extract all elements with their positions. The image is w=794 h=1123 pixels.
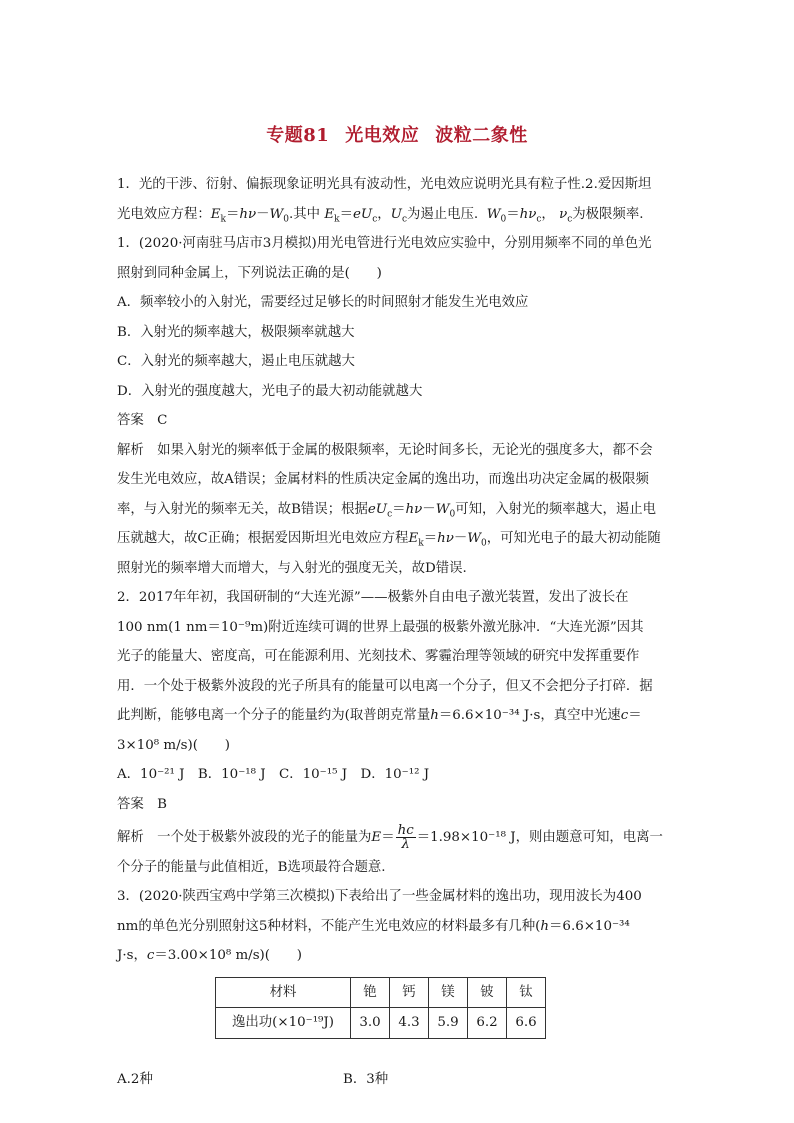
q3-option-a: A.2种 xyxy=(117,1071,153,1087)
table-cell: 4.3 xyxy=(390,1008,429,1039)
q3-options xyxy=(117,1065,679,1095)
q1-stem-line-1: 1．(2020·河南驻马店市3月模拟)用光电管进行光电效应实验中，分别用频率不同的单色光 xyxy=(117,236,652,251)
intro-line-2: 光电效应方程：$E_k=h\nu-W_0$.其中 $E_k=eU_c$，$U_c$为遏止电压. $W_0=h\nu_c$， $\nu_c$为极限频率. xyxy=(117,206,644,225)
q2-stem-line-1: 2．2017年年初，我国研制的“大连光源”——极紫外自由电子激光装置，发出了波长在 xyxy=(117,590,629,605)
table-header-cell: 钙 xyxy=(390,977,429,1008)
q3-stem-line-1: 3．(2020·陕西宝鸡中学第三次模拟)下表给出了一些金属材料的逸出功，现用波长为400 xyxy=(117,889,642,904)
table-cell: 逸出功(×10⁻¹⁹J) xyxy=(216,1008,351,1039)
table-header-cell: 材料 xyxy=(216,977,351,1008)
q2-explanation-1: 解析 一个处于极紫外波段的光子的能量为E＝ $\frac{hc}{\lambda}$ ＝1.98×10⁻¹⁸ J，则由题意可知，电离一 xyxy=(117,823,663,852)
table-cell: 3.0 xyxy=(351,1008,390,1039)
table-header-cell: 铯 xyxy=(351,977,390,1008)
q2-options: A．10⁻²¹ J B．10⁻¹⁸ J C．10⁻¹⁵ J D．10⁻¹² J xyxy=(117,767,430,782)
q2-stem-line-6: 3×10⁸ m/s)( ) xyxy=(117,737,230,753)
q2-stem-line-4: 用．一个处于极紫外波段的光子所具有的能量可以电离一个分子，但又不会把分子打碎．据 xyxy=(117,678,653,694)
q1-explanation-5: 照射光的频率增大而增大，与入射光的强度无关，故D错误. xyxy=(117,560,467,576)
title-topic-number: 专题81 xyxy=(266,125,330,146)
q1-stem-line-2: 照射到同种金属上，下列说法正确的是( ) xyxy=(117,265,382,281)
q3-stem-line-3: J·s，c＝3.00×10⁸ m/s)( ) xyxy=(117,948,303,963)
table-header-cell: 钛 xyxy=(507,977,546,1008)
q2-explanation-2: 个分子的能量与此值相近，B选项最符合题意. xyxy=(117,859,386,875)
q2-stem-line-3: 光子的能量大、密度高，可在能源利用、光刻技术、雾霾治理等领域的研究中发挥重要作 xyxy=(117,649,640,664)
work-function-table xyxy=(215,977,546,1039)
q3-stem-line-2: nm的单色光分别照射这5种材料，不能产生光电效应的材料最多有几种(h＝6.6×10⁻³⁴ xyxy=(117,918,630,934)
q1-option-c: C．入射光的频率越大，遏止电压就越大 xyxy=(117,354,355,369)
q1-explanation-2: 发生光电效应，故A错误；金属材料的性质决定金属的逸出功，而逸出功决定金属的极限频 xyxy=(117,472,649,487)
intro-line-1: 1．光的干涉、衍射、偏振现象证明光具有波动性，光电效应说明光具有粒子性.2.爱因斯坦 xyxy=(117,177,652,192)
q1-option-b: B．入射光的频率越大，极限频率就越大 xyxy=(117,324,355,340)
fraction-hc-over-lambda: $\frac{hc}{\lambda}$ xyxy=(397,823,414,852)
table-header-cell: 铍 xyxy=(468,977,507,1008)
document-body xyxy=(117,170,679,1094)
table-row xyxy=(216,977,546,1008)
table-header-cell: 镁 xyxy=(429,977,468,1008)
q1-explanation-3: 率，与入射光的频率无关，故B错误；根据$eU_c=h\nu-W_0$可知，入射光的频率越大，遏止电 xyxy=(117,501,657,520)
q1-option-d: D．入射光的强度越大，光电子的最大初动能就越大 xyxy=(117,383,423,399)
q1-explanation-4: 压就越大，故C正确；根据爱因斯坦光电效应方程$E_k=h\nu-W_0$，可知光电子的最大初动能随 xyxy=(117,531,661,549)
q2-stem-line-5: 此判断，能够电离一个分子的能量约为(取普朗克常量h＝6.6×10⁻³⁴ J·s，真空中光速c＝ xyxy=(117,708,642,723)
table-cell: 5.9 xyxy=(429,1008,468,1039)
q3-option-b: B．3种 xyxy=(343,1071,389,1087)
title-topic-b: 波粒二象性 xyxy=(435,125,528,146)
table-cell: 6.6 xyxy=(507,1008,546,1039)
table-cell: 6.2 xyxy=(468,1008,507,1039)
table-row xyxy=(216,1008,546,1039)
title-topic-a: 光电效应 xyxy=(345,125,420,146)
q1-explanation-1: 解析 如果入射光的频率低于金属的极限频率，无论时间多长，无论光的强度多大，都不会 xyxy=(117,442,653,458)
q2-answer: 答案 B xyxy=(117,796,168,812)
q1-answer: 答案 C xyxy=(117,413,168,428)
q1-option-a: A．频率较小的入射光，需要经过足够长的时间照射才能发生光电效应 xyxy=(117,295,529,310)
page-title xyxy=(0,121,794,147)
q2-stem-line-2: 100 nm(1 nm＝10⁻⁹m)附近连续可调的世界上最强的极紫外激光脉冲．“大连光源”因其 xyxy=(117,619,644,635)
